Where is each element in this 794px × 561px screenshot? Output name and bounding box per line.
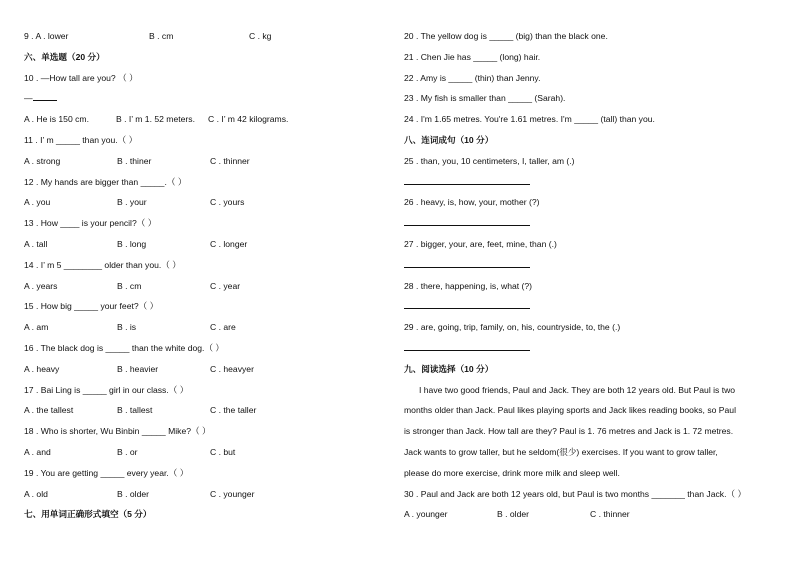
q22-question: 22 . Amy is _____ (thin) than Jenny.: [404, 72, 541, 83]
q14-options: [24, 280, 374, 301]
q17-option-b: B . tallest: [117, 405, 153, 416]
q15-option-c: C . are: [210, 322, 236, 333]
q26-question: 26 . heavy, is, how, your, mother (?): [404, 197, 540, 208]
q24-question: 24 . I'm 1.65 metres. You're 1.61 metres. I'm _____ (tall) than you.: [404, 114, 655, 125]
q27-answer-line: [404, 259, 774, 280]
section-9-heading: 九、阅读选择（10 分）: [404, 363, 494, 374]
q29-question: 29 . are, going, trip, family, on, his, countryside, to, the (.): [404, 322, 621, 333]
q12-question: 12 . My hands are bigger than _____.（ ）: [24, 176, 187, 187]
q10-answer-dash: —: [24, 93, 33, 104]
q13-question: 13 . How ____ is your pencil?（ ）: [24, 218, 157, 229]
left-column: [24, 30, 374, 529]
q10-question: 10 . —How tall are you? （ ）: [24, 72, 138, 83]
q28-question: 28 . there, happening, is, what (?): [404, 280, 533, 291]
q26-answer-line: [404, 217, 774, 238]
q9-option-b: B . cm: [149, 31, 174, 41]
q18-question: 18 . Who is shorter, Wu Binbin _____ Mike?（ ）: [24, 426, 211, 437]
q19-option-c: C . younger: [210, 488, 255, 499]
right-column: [404, 30, 774, 529]
q27-question: 27 . bigger, your, are, feet, mine, than (.): [404, 238, 557, 249]
q9-option-a: 9 . A . lower: [24, 31, 69, 41]
q25-question: 25 . than, you, 10 centimeters, I, taller, am (.): [404, 155, 575, 166]
q30-option-c: C . thinner: [590, 509, 630, 520]
q19-options: [24, 488, 374, 509]
q9-options: [24, 30, 374, 51]
q11-option-b: B . thiner: [117, 155, 152, 166]
q15-option-b: B . is: [117, 322, 137, 333]
q14-question: 14 . I’ m 5 ________ older than you.（ ）: [24, 259, 181, 270]
q15-options: [24, 321, 374, 342]
q11-option-c: C . thinner: [210, 155, 250, 166]
q28-answer-blank: [404, 300, 530, 309]
q11-question: 11 . I’ m _____ than you.（ ）: [24, 134, 138, 145]
q13-option-a: A . tall: [24, 238, 48, 249]
q25-answer-blank: [404, 176, 530, 185]
q13-option-c: C . longer: [210, 238, 248, 249]
q19-option-b: B . older: [117, 488, 150, 499]
q29-answer-blank: [404, 342, 530, 351]
q27-answer-blank: [404, 259, 530, 268]
q26-answer-blank: [404, 217, 530, 226]
passage-line: I have two good friends, Paul and Jack. They are both 12 years old. But Paul is two: [419, 384, 736, 395]
section-8-heading: 八、连词成句（10 分）: [404, 134, 494, 145]
q17-question: 17 . Bai Ling is _____ girl in our class.（ ）: [24, 384, 189, 395]
q12-option-b: B . your: [117, 197, 147, 208]
q16-option-b: B . heavier: [117, 363, 159, 374]
q11-options: [24, 155, 374, 176]
q16-option-a: A . heavy: [24, 363, 60, 374]
q16-question: 16 . The black dog is _____ than the white dog.（ ）: [24, 342, 225, 353]
q11-option-a: A . strong: [24, 155, 61, 166]
passage-line: please do more exercise, drink more milk and sleep well.: [404, 467, 620, 478]
q30-option-a: A . younger: [404, 509, 448, 520]
q12-option-c: C . yours: [210, 197, 245, 208]
q14-option-a: A . years: [24, 280, 58, 291]
q17-options: [24, 404, 374, 425]
q28-answer-line: [404, 300, 774, 321]
q9-option-c: C . kg: [249, 31, 272, 41]
q18-options: [24, 446, 374, 467]
q23-question: 23 . My fish is smaller than _____ (Sarah).: [404, 93, 566, 104]
passage-line: months older than Jack. Paul likes playing sports and Jack likes reading books, so Paul: [404, 405, 736, 416]
q16-option-c: C . heavyer: [210, 363, 254, 374]
q15-option-a: A . am: [24, 322, 49, 333]
q10-option-c: C . I’ m 42 kilograms.: [208, 114, 289, 125]
q18-option-a: A . and: [24, 446, 51, 457]
q15-question: 15 . How big _____ your feet?（ ）: [24, 301, 159, 312]
q18-option-b: B . or: [117, 446, 138, 457]
section-6-heading: 六、单选题（20 分）: [24, 51, 105, 62]
q20-question: 20 . The yellow dog is _____ (big) than the black one.: [404, 31, 608, 41]
q10-answer-line: [24, 92, 374, 113]
q10-option-b: B . I’ m 1. 52 meters.: [116, 114, 195, 125]
q25-answer-line: [404, 176, 774, 197]
q14-option-b: B . cm: [117, 280, 142, 291]
q30-option-b: B . older: [497, 509, 530, 520]
q16-options: [24, 363, 374, 384]
q13-option-b: B . long: [117, 238, 147, 249]
q14-option-c: C . year: [210, 280, 241, 291]
passage-line: Jack wants to grow taller, but he seldom(很少) exercises. If you want to grow taller,: [404, 446, 718, 457]
q10-answer-blank: [33, 92, 57, 101]
q18-option-c: C . but: [210, 446, 236, 457]
q19-option-a: A . old: [24, 488, 48, 499]
q19-question: 19 . You are getting _____ every year.（ ）: [24, 467, 189, 478]
q30-options: [404, 508, 774, 529]
q10-options: [24, 113, 374, 134]
q12-options: [24, 196, 374, 217]
q30-question: 30 . Paul and Jack are both 12 years old, but Paul is two months _______ than Jack.（ ）: [404, 488, 747, 499]
q17-option-c: C . the taller: [210, 405, 257, 416]
section-7-heading: 七、用单词正确形式填空（5 分）: [24, 509, 152, 520]
q13-options: [24, 238, 374, 259]
q29-answer-line: [404, 342, 774, 363]
q21-question: 21 . Chen Jie has _____ (long) hair.: [404, 51, 541, 62]
q10-option-a: A . He is 150 cm.: [24, 114, 89, 125]
q17-option-a: A . the tallest: [24, 405, 74, 416]
passage-line: is stronger than Jack. How tall are they? Paul is 1. 76 metres and Jack is 1. 72 metres.: [404, 426, 734, 437]
q12-option-a: A . you: [24, 197, 51, 208]
